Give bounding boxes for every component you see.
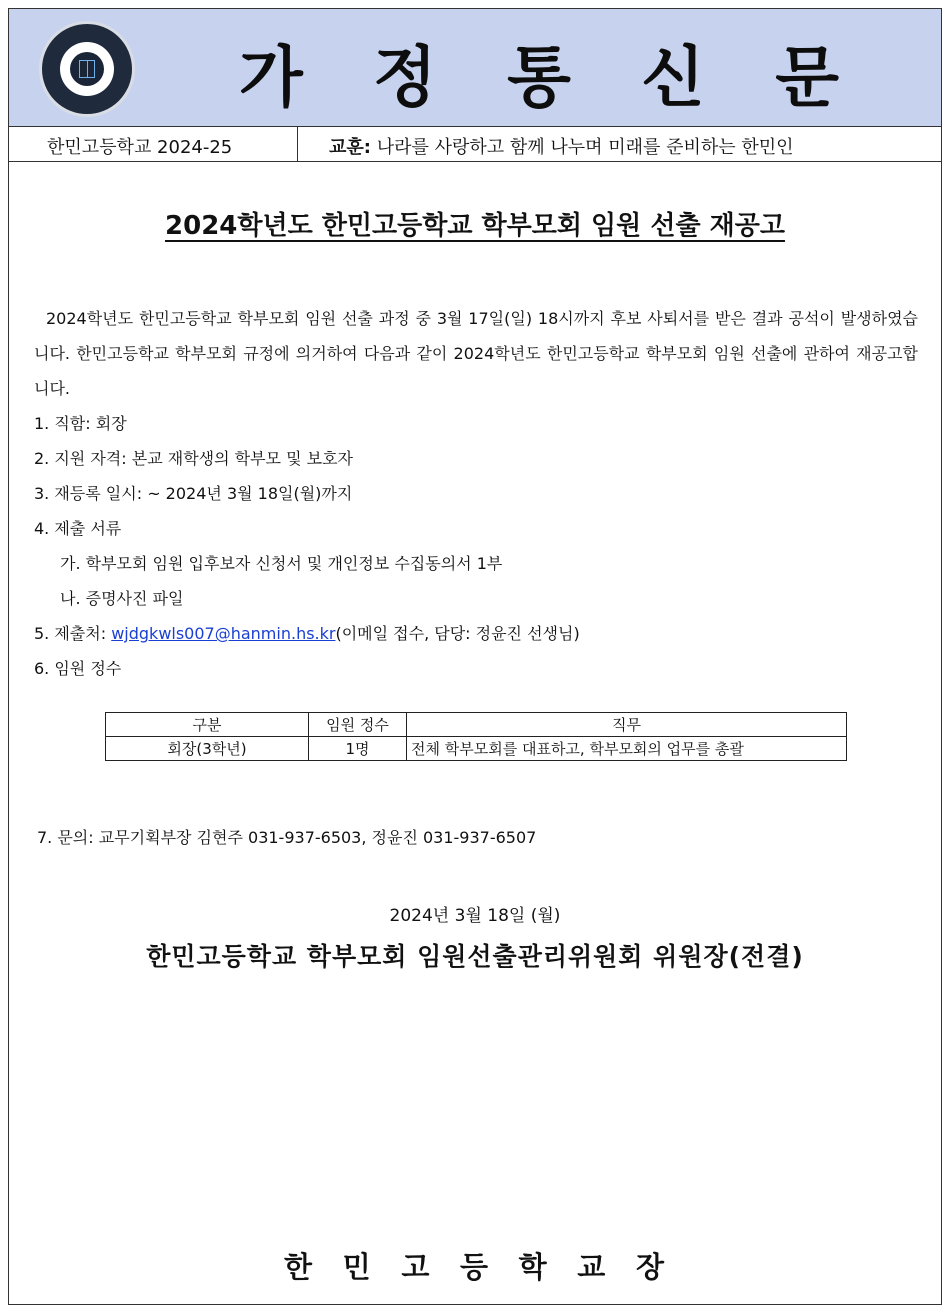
school-motto <box>329 133 794 159</box>
inquiry-line: 7. 문의: 교무기획부장 김현주 031-937-6503, 정윤진 031-937-6507 <box>37 828 537 847</box>
item-deadline: 3. 재등록 일시: ~ 2024년 3월 18일(월)까지 <box>34 484 353 503</box>
table-header-row <box>106 713 847 737</box>
item-position: 1. 직함: 회장 <box>34 414 127 433</box>
item-eligibility: 2. 지원 자격: 본교 재학생의 학부모 및 보호자 <box>34 449 354 468</box>
table-header: 구분 <box>106 713 309 737</box>
item-document-b: 나. 증명사진 파일 <box>60 589 184 608</box>
table-header: 임원 정수 <box>309 713 407 737</box>
document-body <box>34 301 918 686</box>
divider <box>297 127 298 161</box>
document-title: 2024학년도 한민고등학교 학부모회 임원 선출 재공고 <box>165 211 785 241</box>
principal-char: 민 <box>342 1250 371 1284</box>
newsletter-page <box>8 8 942 1305</box>
intro-paragraph: 2024학년도 한민고등학교 학부모회 임원 선출 과정 중 3월 17일(일) 18시까지 후보 사퇴서를 받은 결과 공석이 발생하였습니다. 한민고등학교 학부모회 규정에 의거하여 다음과 같이 2024학년도 한민고등학교 학부모회 임원 선출에 관하여 재공고합니다. <box>34 309 918 398</box>
submission-suffix: (이메일 접수, 담당: 정윤진 선생님) <box>335 624 580 643</box>
principal-char: 학 <box>518 1250 547 1284</box>
submission-prefix: 5. 제출처: <box>34 624 112 643</box>
signer-line: 한민고등학교 학부모회 임원선출관리위원회 위원장(전결) <box>146 942 804 971</box>
item-document-a: 가. 학부모회 임원 입후보자 신청서 및 개인정보 수집동의서 1부 <box>60 554 503 573</box>
title-char: 가 <box>239 38 303 116</box>
item-count: 6. 임원 정수 <box>34 659 122 678</box>
principal-char: 등 <box>459 1250 488 1284</box>
table-cell: 전체 학부모회를 대표하고, 학부모회의 업무를 총괄 <box>407 737 847 761</box>
title-char: 정 <box>373 38 437 116</box>
table-header: 직무 <box>407 713 847 737</box>
issue-date: 2024년 3월 18일 (월) <box>389 906 561 926</box>
title-char: 통 <box>507 38 571 116</box>
table-cell: 회장(3학년) <box>106 737 309 761</box>
item-documents: 4. 제출 서류 <box>34 519 122 538</box>
table-row <box>106 737 847 761</box>
principal-char: 장 <box>635 1250 664 1284</box>
principal-char: 한 <box>284 1250 313 1284</box>
title-char: 신 <box>641 38 705 116</box>
principal-signature <box>284 1245 664 1286</box>
item-submission <box>34 616 918 651</box>
school-year: 한민고등학교 2024-25 <box>47 137 233 158</box>
submission-email-link[interactable]: wjdgkwls007@hanmin.hs.kr <box>111 624 336 643</box>
motto-text: 나라를 사랑하고 함께 나누며 미래를 준비하는 한민인 <box>370 137 794 158</box>
newsletter-header <box>9 9 941 127</box>
motto-label: 교훈: <box>329 137 371 158</box>
newsletter-title <box>239 31 839 116</box>
school-emblem-icon <box>39 21 135 117</box>
table-cell: 1명 <box>309 737 407 761</box>
info-bar <box>9 127 941 162</box>
principal-char: 교 <box>577 1250 606 1284</box>
title-char: 문 <box>775 38 839 116</box>
officer-table <box>105 712 847 761</box>
principal-char: 고 <box>401 1250 430 1284</box>
